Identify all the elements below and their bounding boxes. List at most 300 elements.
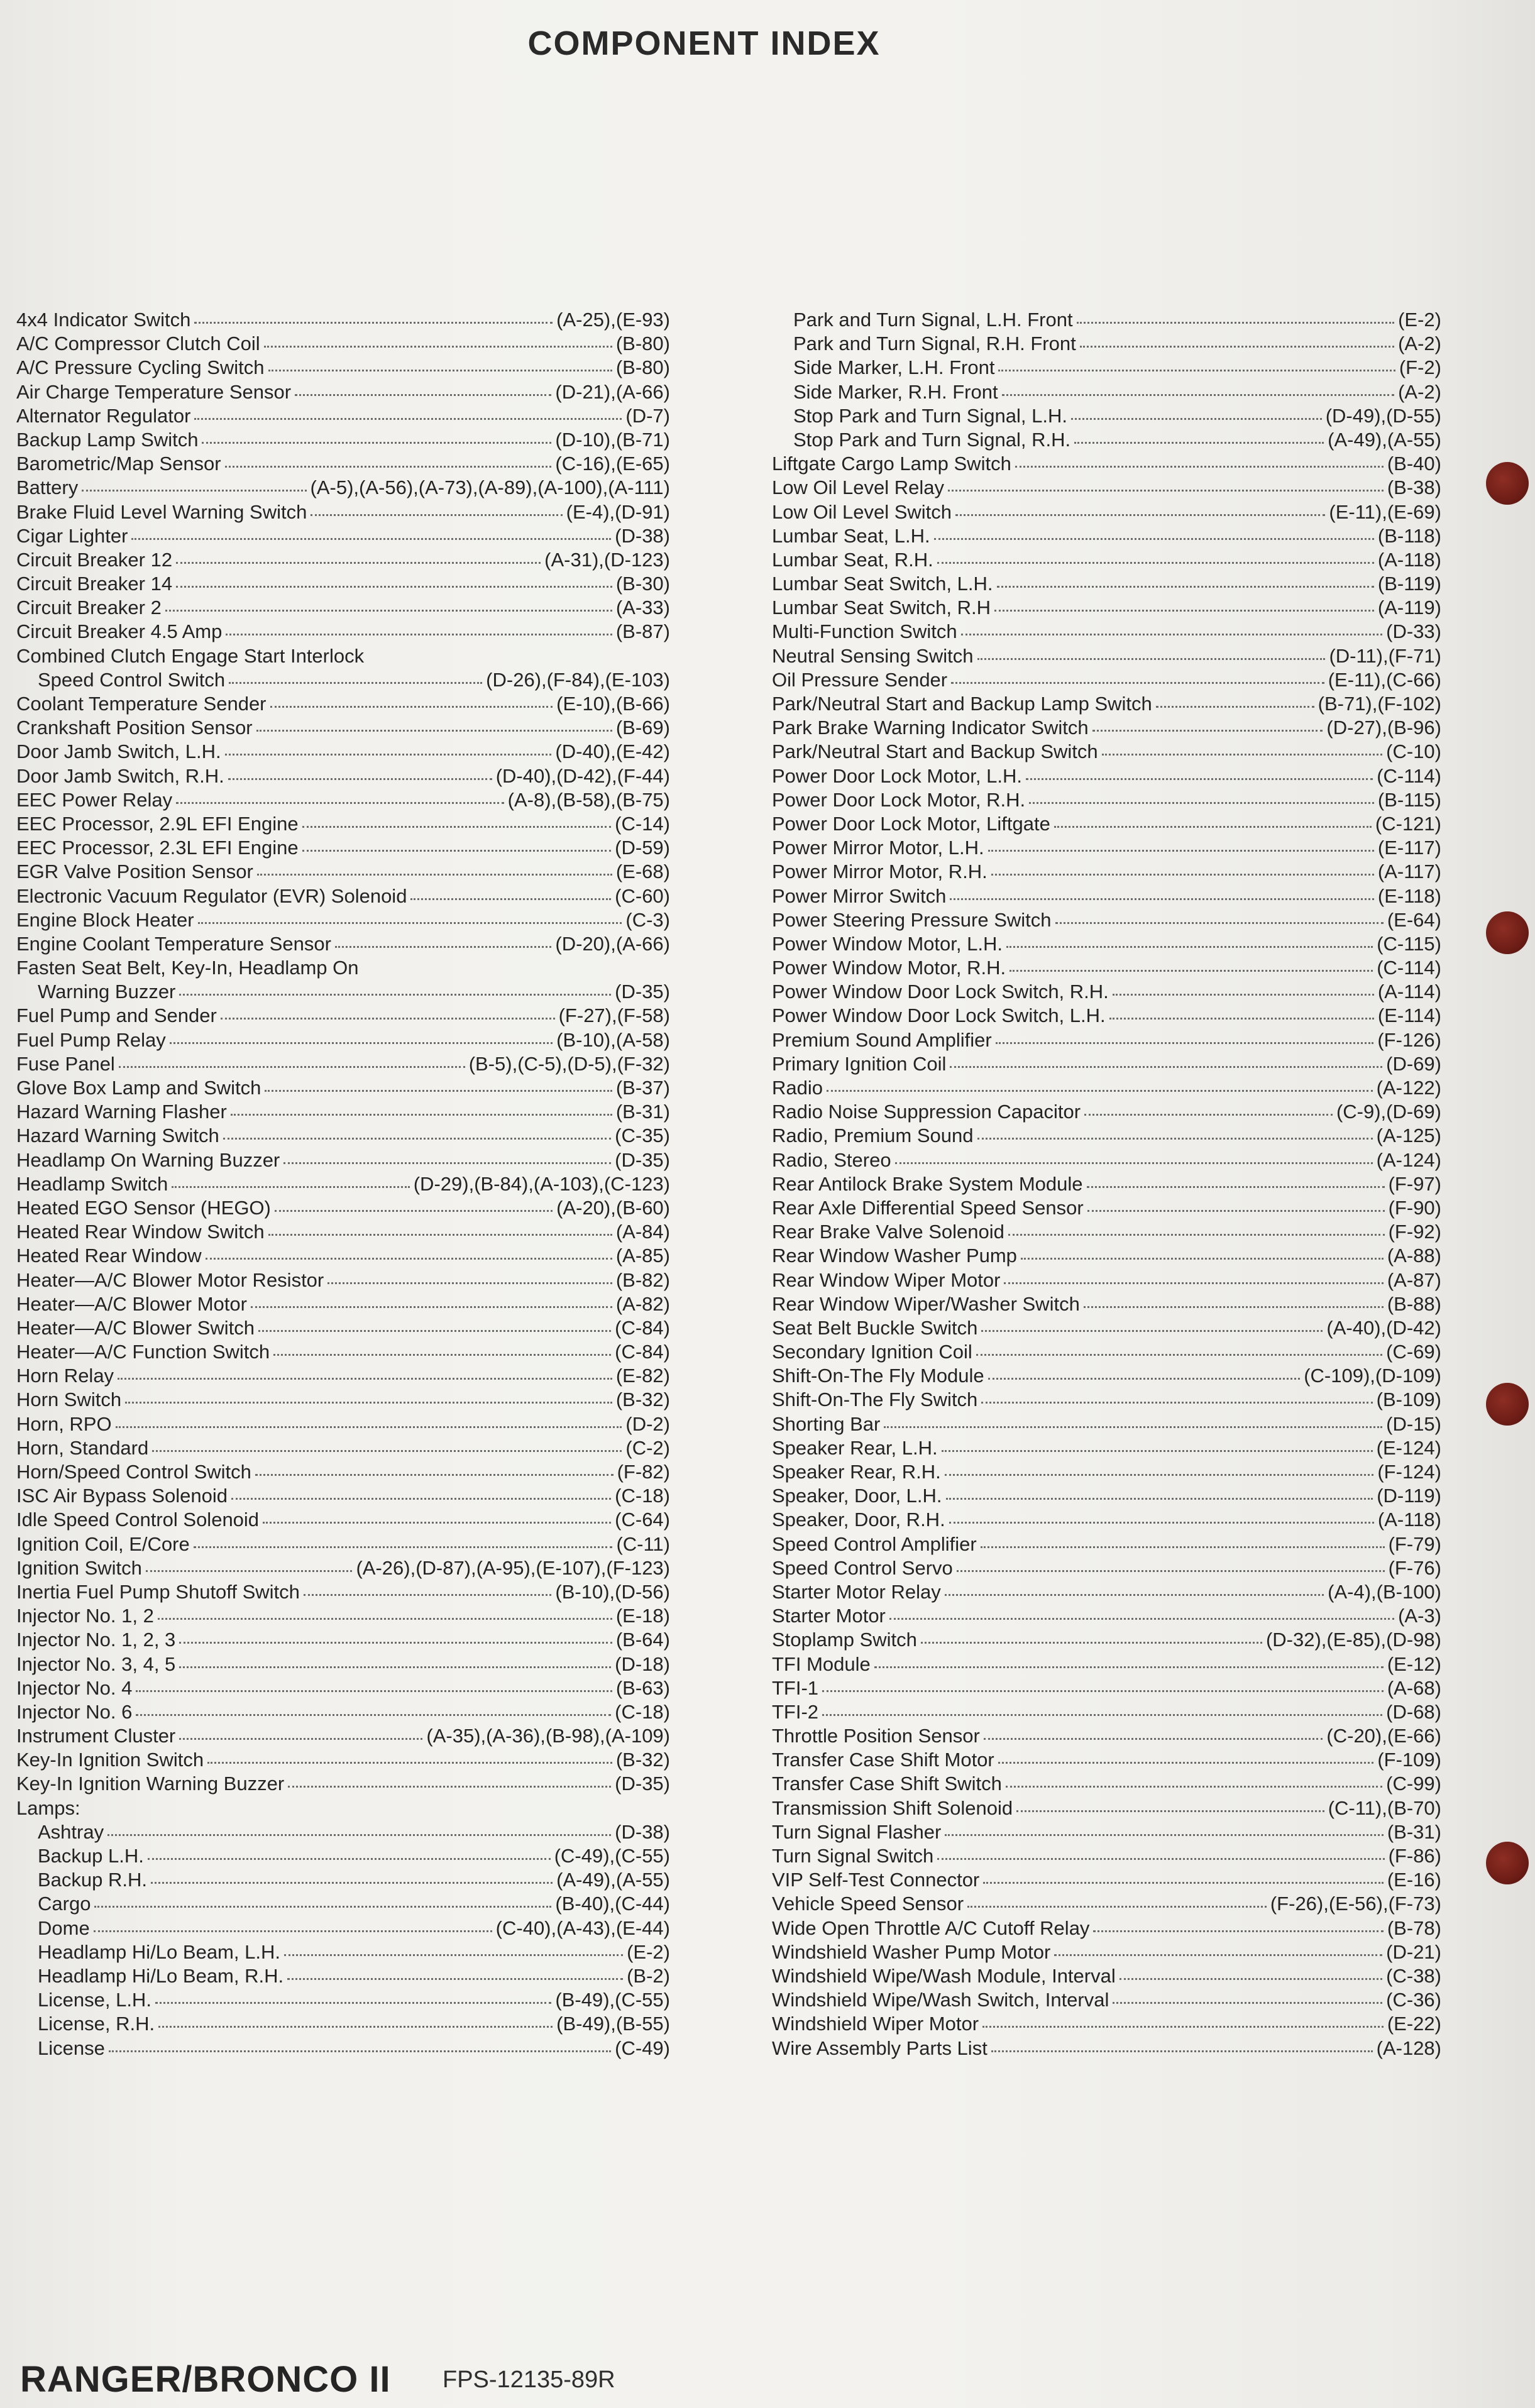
entry-reference: (A-3) [1398,1605,1441,1627]
entry-reference: (D-2) [625,1412,670,1435]
entry-reference: (A-128) [1376,2037,1441,2059]
entry-label: Alternator Regulator [16,404,191,427]
entry-reference: (C-49),(C-55) [554,1845,670,1867]
entry-reference: (A-2) [1398,380,1441,403]
index-entry [772,620,1441,644]
entry-reference: (C-10) [1386,740,1441,763]
entry-reference: (C-40),(A-43),(E-44) [495,1916,670,1939]
entry-label: Heated Rear Window Switch [16,1221,265,1243]
entry-reference: (D-15) [1386,1412,1441,1435]
index-entry [16,860,670,884]
entry-label: Fasten Seat Belt, Key-In, Headlamp On [16,957,359,979]
index-entry [772,1124,1441,1148]
entry-reference: (B-2) [627,1964,670,1987]
index-entry [16,1196,670,1220]
dot-leader [148,1858,551,1860]
dot-leader [1055,922,1384,924]
dot-leader [151,1882,553,1884]
index-entry [772,1652,1441,1676]
entry-reference: (D-32),(E-85),(D-98) [1265,1629,1441,1651]
entry-reference: (D-49),(D-55) [1325,404,1441,427]
index-entry [16,572,670,596]
entry-reference: (C-35) [615,1124,670,1147]
entry-reference: (B-78) [1387,1916,1441,1939]
index-entry [772,1940,1441,1964]
dot-leader [194,322,553,324]
entry-reference: (D-33) [1386,620,1441,643]
index-entry [772,1388,1441,1412]
entry-label: Key-In Ignition Switch [16,1749,204,1771]
entry-reference: (B-119) [1377,573,1441,595]
dot-leader [288,1786,611,1788]
entry-label: Park Brake Warning Indicator Switch [772,717,1089,739]
entry-label: Hazard Warning Flasher [16,1101,227,1123]
entry-label: Horn Relay [16,1365,114,1387]
entry-reference: (B-49),(C-55) [555,1989,670,2011]
dot-leader [136,1690,612,1692]
entry-reference: (A-31),(D-123) [544,548,670,571]
index-entry [16,308,670,332]
index-entry [16,404,670,428]
dot-leader [226,634,612,635]
entry-label: Injector No. 1, 2, 3 [16,1629,176,1651]
entry-reference: (B-30) [615,573,670,595]
dot-leader [994,610,1374,612]
entry-label: Power Door Lock Motor, L.H. [772,764,1022,787]
dot-leader [946,1498,1373,1500]
index-entry [16,1940,670,1964]
dot-leader [304,1594,552,1596]
index-entry [772,1076,1441,1100]
dot-leader [172,1186,410,1188]
entry-reference: (B-69) [615,717,670,739]
index-entry [772,1196,1441,1220]
index-entry [16,980,670,1004]
entry-reference: (A-68) [1387,1676,1441,1699]
entry-label: Radio, Premium Sound [772,1124,974,1147]
entry-label: Power Mirror Motor, R.H. [772,860,988,883]
entry-label: Injector No. 3, 4, 5 [16,1652,176,1675]
dot-leader [996,1042,1374,1044]
entry-label: Power Window Door Lock Switch, R.H. [772,981,1109,1003]
entry-label: Cargo [38,1893,91,1915]
dot-leader [295,394,551,396]
entry-label: EEC Power Relay [16,788,173,811]
entry-label: Radio [772,1077,823,1099]
dot-leader [1087,1186,1385,1188]
entry-reference: (D-21),(A-66) [555,380,670,403]
entry-label: Backup Lamp Switch [16,428,199,451]
entry-label: Lumbar Seat, L.H. [772,524,930,547]
index-entry [16,1316,670,1340]
dot-leader [255,1474,613,1476]
index-entry [772,836,1441,860]
dot-leader [158,1618,612,1620]
index-entry [16,668,670,692]
index-entry [16,1388,670,1412]
index-entry [16,1844,670,1868]
index-entry [772,2037,1441,2060]
dot-leader [229,682,482,684]
entry-reference: (C-84) [615,1341,670,1363]
entry-label: Windshield Washer Pump Motor [772,1940,1051,1963]
entry-reference: (C-20),(E-66) [1326,1725,1441,1747]
dot-leader [950,898,1374,900]
entry-label: ISC Air Bypass Solenoid [16,1485,228,1507]
index-entry [772,1052,1441,1076]
entry-reference: (A-122) [1376,1077,1441,1099]
dot-leader [1010,970,1373,972]
entry-label: Backup L.H. [38,1845,144,1867]
dot-leader [884,1426,1382,1428]
entry-reference: (B-88) [1387,1292,1441,1315]
dot-leader [270,706,553,708]
index-entry [16,1148,670,1172]
index-entry [772,1916,1441,1940]
entry-label: Speaker, Door, R.H. [772,1509,945,1531]
entry-label: Secondary Ignition Coil [772,1341,972,1363]
dot-leader [206,1258,612,1260]
index-entry [772,1676,1441,1700]
index-entry [16,1172,670,1196]
index-entry [772,692,1441,716]
index-entry [16,1412,670,1436]
dot-leader [258,1330,611,1332]
entry-reference: (B-82) [615,1268,670,1291]
dot-leader [945,1594,1324,1596]
index-entry [772,980,1441,1004]
entry-reference: (B-31) [1387,1820,1441,1843]
entry-reference: (A-8),(B-58),(B-75) [507,788,670,811]
index-entry [16,1988,670,2012]
dot-leader [976,1354,1382,1356]
entry-reference: (D-27),(B-96) [1326,717,1441,739]
entry-reference: (C-69) [1386,1341,1441,1363]
entry-reference: (B-40),(C-44) [555,1893,670,1915]
entry-label: License [38,2037,105,2059]
index-entry [16,1892,670,1916]
entry-reference: (B-64) [615,1629,670,1651]
index-entry [16,548,670,572]
entry-label: Fuel Pump and Sender [16,1004,217,1027]
index-entry [16,836,670,860]
entry-label: Circuit Breaker 12 [16,548,173,571]
footer-title: RANGER/BRONCO II [20,2359,391,2400]
entry-label: Headlamp On Warning Buzzer [16,1148,280,1171]
entry-label: License, L.H. [38,1989,151,2011]
entry-label: Key-In Ignition Warning Buzzer [16,1773,285,1795]
index-entry [772,356,1441,380]
dot-leader [179,994,611,996]
entry-label: Lumbar Seat Switch, R.H [772,597,991,619]
entry-label: Windshield Wipe/Wash Switch, Interval [772,1989,1109,2011]
dot-leader [1015,466,1384,468]
index-entry [16,932,670,956]
dot-leader [983,1882,1384,1884]
dot-leader [131,538,611,540]
index-entry [16,644,670,668]
entry-label: Ignition Switch [16,1556,142,1579]
entry-label: Ashtray [38,1820,104,1843]
entry-reference: (A-84) [615,1221,670,1243]
entry-label: Park and Turn Signal, R.H. Front [793,333,1076,355]
index-entry [772,596,1441,620]
entry-reference: (E-22) [1387,2013,1441,2035]
entry-reference: (A-33) [615,597,670,619]
entry-label: Power Door Lock Motor, Liftgate [772,812,1050,835]
entry-reference: (C-99) [1386,1773,1441,1795]
index-column-left [16,308,670,2060]
entry-label: Inertia Fuel Pump Shutoff Switch [16,1580,300,1603]
entry-label: Heater—A/C Blower Motor [16,1292,247,1315]
index-entry [16,1028,670,1052]
dot-leader [225,754,552,756]
entry-label: Transfer Case Shift Motor [772,1749,994,1771]
entry-label: Speaker, Door, L.H. [772,1485,942,1507]
index-entry [772,1508,1441,1532]
entry-label: Stop Park and Turn Signal, R.H. [793,428,1071,451]
entry-reference: (D-40),(E-42) [555,740,670,763]
footer-code: FPS-12135-89R [443,2367,615,2393]
entry-label: Speaker Rear, L.H. [772,1436,938,1459]
entry-label: Primary Ignition Coil [772,1052,947,1075]
entry-label: Coolant Temperature Sender [16,693,267,715]
entry-label: Power Mirror Switch [772,884,947,907]
index-entry [16,1220,670,1244]
dot-leader [179,1666,611,1668]
dot-leader [1006,1786,1382,1788]
entry-label: Brake Fluid Level Warning Switch [16,500,307,523]
index-entry [772,1580,1441,1604]
entry-reference: (D-35) [615,1773,670,1795]
index-entry [772,1964,1441,1988]
entry-label: Seat Belt Buckle Switch [772,1316,978,1339]
dot-leader [155,2002,551,2004]
entry-label: Headlamp Hi/Lo Beam, L.H. [38,1940,280,1963]
entry-label: Speaker Rear, R.H. [772,1461,941,1483]
entry-reference: (C-84) [615,1316,670,1339]
dot-leader [176,586,612,588]
entry-label: Rear Brake Valve Solenoid [772,1221,1004,1243]
page-title: COMPONENT INDEX [527,25,881,62]
dot-leader [223,1138,611,1140]
index-entry [772,1292,1441,1316]
dot-leader [228,778,492,780]
entry-label: Shorting Bar [772,1412,881,1435]
entry-reference: (D-69) [1386,1052,1441,1075]
index-entry [772,1316,1441,1340]
index-entry [772,668,1441,692]
entry-reference: (E-2) [627,1940,670,1963]
entry-label: EEC Processor, 2.3L EFI Engine [16,837,299,859]
entry-label: Idle Speed Control Solenoid [16,1509,260,1531]
entry-reference: (A-49),(A-55) [556,1869,670,1891]
dot-leader [94,1906,551,1908]
dot-leader [991,874,1374,876]
index-entry [772,1628,1441,1652]
index-entry [772,524,1441,548]
dot-leader [997,586,1374,588]
entry-reference: (C-49) [615,2037,670,2059]
dot-leader [1071,418,1322,420]
index-entry [16,2012,670,2036]
index-entry [16,1628,670,1652]
entry-label: Door Jamb Switch, R.H. [16,764,224,787]
entry-reference: (F-124) [1377,1461,1441,1483]
dot-leader [176,802,504,804]
dot-leader [955,514,1325,516]
entry-reference: (C-11) [616,1532,670,1555]
entry-label: Transmission Shift Solenoid [772,1796,1013,1819]
entry-label: Horn, RPO [16,1412,112,1435]
dot-leader [1109,1018,1374,1020]
index-entry [16,692,670,716]
entry-label: Heater—A/C Blower Motor Resistor [16,1268,324,1291]
dot-leader [982,2026,1384,2028]
entry-reference: (C-18) [615,1700,670,1723]
dot-leader [988,1378,1301,1380]
dot-leader [302,826,612,828]
dot-leader [1077,322,1395,324]
index-entry [772,716,1441,740]
index-entry [772,1172,1441,1196]
entry-label: Circuit Breaker 14 [16,573,173,595]
entry-reference: (E-118) [1377,884,1441,907]
index-entry [772,1748,1441,1772]
dot-leader [287,1978,623,1980]
entry-reference: (B-37) [615,1077,670,1099]
index-entry [772,860,1441,884]
dot-leader [1120,1978,1382,1980]
entry-label: Headlamp Hi/Lo Beam, R.H. [38,1964,284,1987]
index-entry [16,596,670,620]
entry-label: Warning Buzzer [38,981,176,1003]
entry-reference: (A-82) [615,1292,670,1315]
index-entry [772,2012,1441,2036]
dot-leader [179,1738,422,1740]
index-entry [16,1700,670,1724]
index-entry [16,1076,670,1100]
entry-label: TFI-2 [772,1700,819,1723]
entry-reference: (D-38) [615,524,670,547]
index-entry [16,1868,670,1892]
index-entry [772,1556,1441,1580]
index-entry [772,476,1441,500]
entry-reference: (F-79) [1388,1532,1441,1555]
entry-reference: (A-5),(A-56),(A-73),(A-89),(A-100),(A-111) [310,476,670,499]
entry-label: Stoplamp Switch [772,1629,917,1651]
dot-leader [94,1930,492,1932]
entry-reference: (B-10),(D-56) [555,1580,670,1603]
entry-label: VIP Self-Test Connector [772,1869,980,1891]
entry-reference: (C-3) [625,908,670,931]
dot-leader [1054,1954,1382,1956]
index-entry [16,1460,670,1484]
index-entry [772,1844,1441,1868]
entry-reference: (B-31) [615,1101,670,1123]
entry-reference: (F-82) [617,1461,670,1483]
index-entry [772,1796,1441,1820]
dot-leader [1113,2002,1382,2004]
index-entry [772,740,1441,764]
index-entry [772,1532,1441,1556]
dot-leader [961,634,1383,635]
dot-leader [1102,754,1383,756]
entry-reference: (E-64) [1387,908,1441,931]
dot-leader [921,1642,1262,1644]
entry-label: Windshield Wipe/Wash Module, Interval [772,1964,1116,1987]
entry-reference: (E-12) [1387,1652,1441,1675]
entry-label: Shift-On-The Fly Switch [772,1388,978,1411]
entry-reference: (F-90) [1388,1196,1441,1219]
index-entry [772,1700,1441,1724]
entry-reference: (A-114) [1377,981,1441,1003]
dot-leader [251,1306,612,1308]
index-entry [772,1364,1441,1388]
entry-label: Speed Control Servo [772,1556,953,1579]
index-entry [16,1724,670,1748]
entry-label: Dome [38,1916,90,1939]
entry-reference: (B-38) [1387,476,1441,499]
entry-label: Heater—A/C Function Switch [16,1341,270,1363]
dot-leader [207,1762,612,1764]
entry-label: EEC Processor, 2.9L EFI Engine [16,812,299,835]
entry-label: Injector No. 1, 2 [16,1605,154,1627]
index-entry [772,1436,1441,1460]
dot-leader [268,1234,612,1236]
entry-reference: (A-85) [615,1245,670,1267]
entry-reference: (B-115) [1377,788,1441,811]
dot-leader [957,1570,1385,1572]
entry-reference: (A-124) [1376,1148,1441,1171]
entry-reference: (A-87) [1387,1268,1441,1291]
index-entry [772,332,1441,356]
entry-reference: (D-35) [615,981,670,1003]
entry-reference: (F-109) [1377,1749,1441,1771]
binder-hole-4 [1486,1842,1529,1884]
entry-reference: (D-40),(D-42),(F-44) [495,764,670,787]
dot-leader [937,1858,1384,1860]
entry-label: Rear Window Washer Pump [772,1245,1017,1267]
entry-reference: (B-63) [615,1676,670,1699]
entry-reference: (A-20),(B-60) [556,1196,670,1219]
dot-leader [170,1042,553,1044]
dot-leader [1093,1930,1383,1932]
entry-label: Fuse Panel [16,1052,115,1075]
entry-reference: (B-109) [1376,1388,1441,1411]
index-entry [16,2037,670,2060]
index-entry [772,452,1441,476]
index-entry [16,380,670,404]
dot-leader [264,346,612,348]
entry-label: Horn Switch [16,1388,122,1411]
dot-leader [981,1546,1385,1548]
entry-label: Horn, Standard [16,1436,149,1459]
entry-reference: (A-88) [1387,1245,1441,1267]
entry-reference: (A-40),(D-42) [1326,1316,1441,1339]
index-entry [772,812,1441,836]
entry-reference: (C-11),(B-70) [1328,1796,1441,1819]
dot-leader [109,2050,611,2052]
entry-label: Vehicle Speed Sensor [772,1893,964,1915]
index-entry [16,740,670,764]
dot-leader [1113,994,1374,996]
entry-label: Park/Neutral Start and Backup Switch [772,740,1098,763]
dot-leader [118,1378,612,1380]
entry-reference: (D-21) [1386,1940,1441,1963]
entry-label: A/C Pressure Cycling Switch [16,356,265,379]
dot-leader [1026,778,1373,780]
